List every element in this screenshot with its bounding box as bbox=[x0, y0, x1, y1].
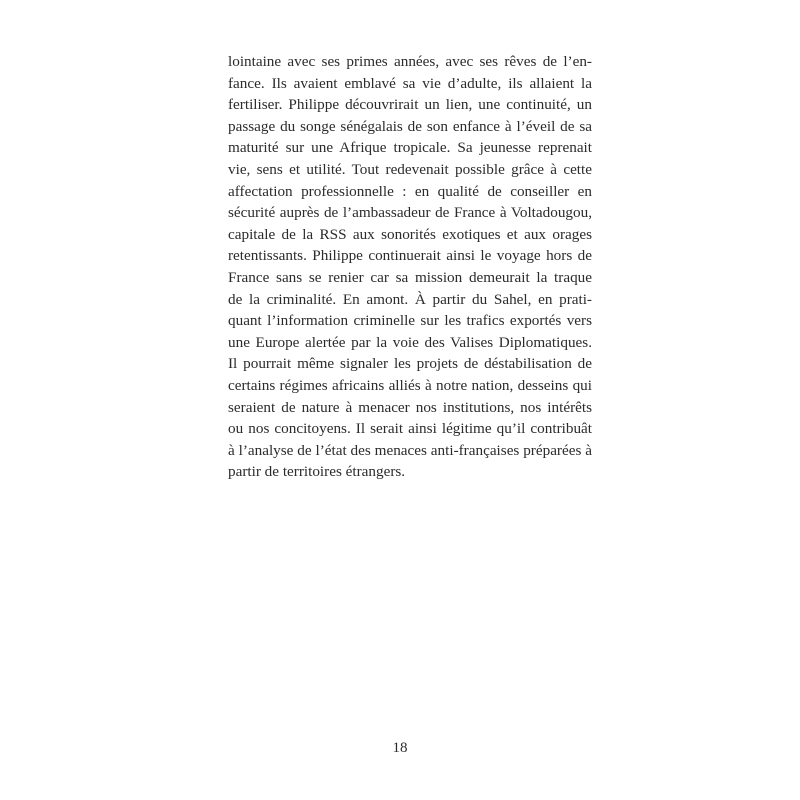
text-line: fertiliser. Philippe découvrirait un lien, une continuité, un bbox=[228, 96, 592, 114]
text-line: vie, sens et utilité. Tout redevenait possible grâce à cette bbox=[228, 160, 592, 178]
text-line: Il pourrait même signaler les projets de déstabilisation de bbox=[228, 355, 592, 373]
text-line: certains régimes africains alliés à notre nation, desseins qui bbox=[228, 376, 592, 394]
text-line: France sans se renier car sa mission demeurait la traque bbox=[228, 268, 592, 286]
text-line: seraient de nature à menacer nos institutions, nos intérêts bbox=[228, 398, 592, 416]
text-line: retentissants. Philippe continuerait ainsi le voyage hors de bbox=[228, 247, 592, 265]
text-line: partir de territoires étrangers. bbox=[228, 463, 406, 481]
page-number: 18 bbox=[392, 740, 408, 756]
text-line: affectation professionnelle : en qualité de conseiller en bbox=[228, 182, 592, 200]
text-line: capitale de la RSS aux sonorités exotiques et aux orages bbox=[228, 225, 592, 243]
text-line: maturité sur une Afrique tropicale. Sa jeunesse reprenait bbox=[228, 139, 592, 157]
text-line: ou nos concitoyens. Il serait ainsi légitime qu’il contribuât bbox=[228, 420, 592, 438]
text-line: lointaine avec ses primes années, avec ses rêves de l’en- bbox=[228, 53, 592, 70]
text-line: de la criminalité. En amont. À partir du Sahel, en prati- bbox=[228, 290, 592, 308]
text-line: quant l’information criminelle sur les trafics exportés vers bbox=[228, 312, 592, 330]
body-paragraph bbox=[228, 51, 592, 483]
text-line: une Europe alertée par la voie des Valises Diplomatiques. bbox=[228, 333, 592, 351]
text-line: sécurité auprès de l’ambassadeur de France à Voltadougou, bbox=[228, 204, 592, 222]
text-line: à l’analyse de l’état des menaces anti-françaises préparées à bbox=[228, 441, 592, 459]
text-line: fance. Ils avaient emblavé sa vie d’adulte, ils allaient la bbox=[228, 74, 592, 92]
text-line: passage du songe sénégalais de son enfance à l’éveil de sa bbox=[228, 117, 592, 135]
